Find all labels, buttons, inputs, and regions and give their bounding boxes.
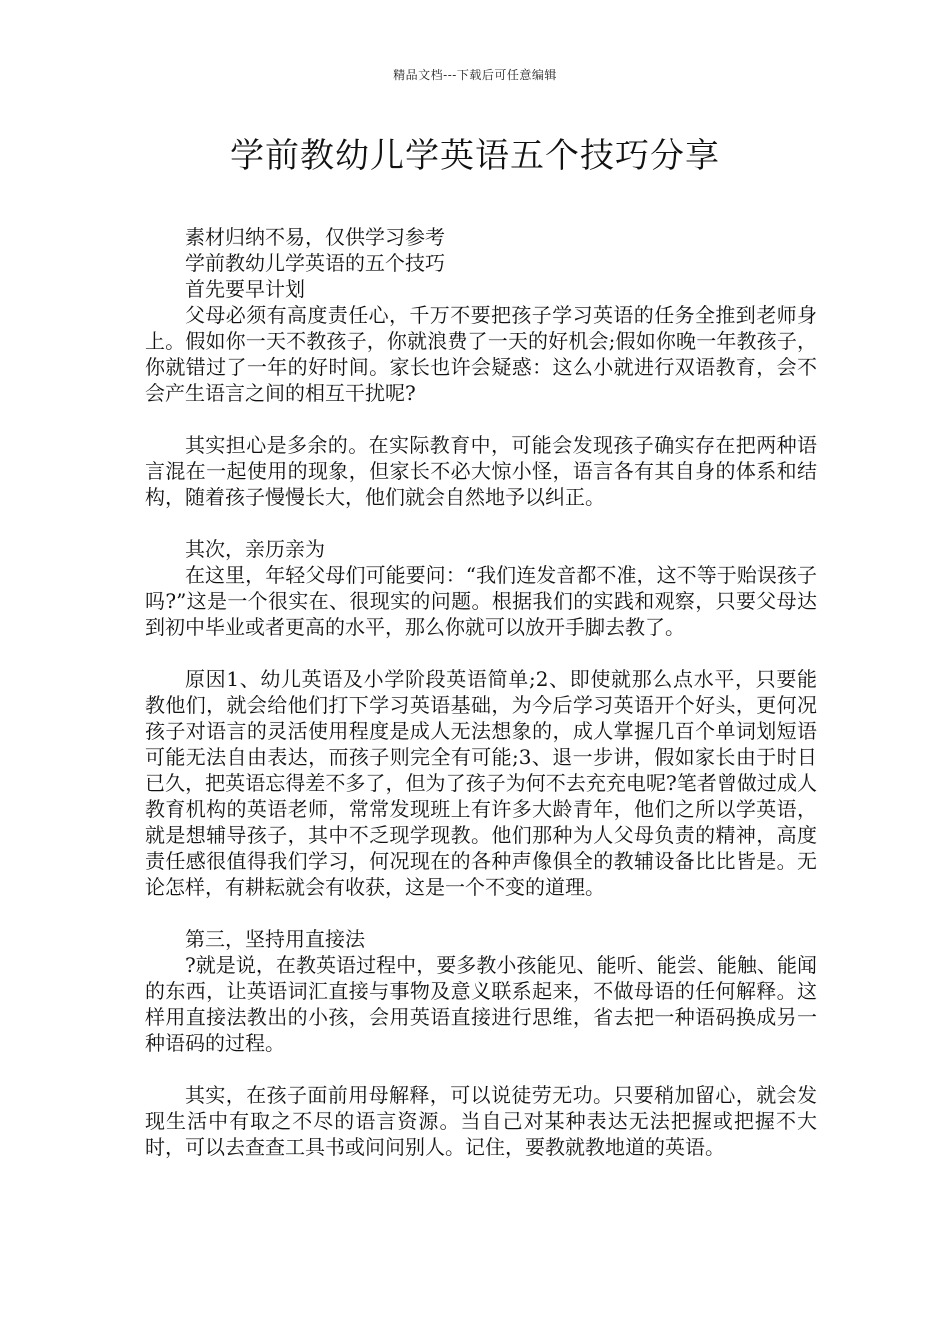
section-heading-first: 首先要早计划 <box>185 277 305 301</box>
paragraph-source-note: 素材归纳不易，仅供学习参考 <box>185 225 445 249</box>
paragraph-subtitle: 学前教幼儿学英语的五个技巧 <box>185 251 445 275</box>
paragraph: ?就是说，在教英语过程中，要多教小孩能见、能听、能尝、能触、能闻的东西，让英语词汇直接与事物及意义联系起来，不做母语的任何解释。这样用直接法教出的小孩，会用英语直接进行思维，省去把一种语码换成另一种语码的过程。 <box>145 953 817 1055</box>
paragraph: 父母必须有高度责任心，千万不要把孩子学习英语的任务全推到老师身上。假如你一天不教孩子，你就浪费了一天的好机会;假如你晚一年教孩子，你就错过了一年的好时间。家长也许会疑惑：这么小就进行双语教育，会不会产生语言之间的相互干扰呢? <box>145 303 817 405</box>
paragraph: 其实担心是多余的。在实际教育中，可能会发现孩子确实存在把两种语言混在一起使用的现象，但家长不必大惊小怪，语言各有其自身的体系和结构，随着孩子慢慢长大，他们就会自然地予以纠正。 <box>145 433 817 509</box>
paragraph: 原因1、幼儿英语及小学阶段英语简单;2、即使就那么点水平，只要能教他们，就会给他们打下学习英语基础，为今后学习英语开个好头，更何况孩子对语言的灵活使用程度是成人无法想象的，成人掌握几百个单词划短语可能无法自由表达，而孩子则完全有可能;3、退一步讲，假如家长由于时日已久，把英语忘得差不多了，但为了孩子为何不去充充电呢?笔者曾做过成人教育机构的英语老师，常常发现班上有许多大龄青年，他们之所以学英语，就是想辅导孩子，其中不乏现学现教。他们那种为人父母负责的精神，高度责任感很值得我们学习，何况现在的各种声像俱全的教辅设备比比皆是。无论怎样，有耕耘就会有收获，这是一个不变的道理。 <box>145 667 817 899</box>
paragraph: 其实，在孩子面前用母解释，可以说徒劳无功。只要稍加留心，就会发现生活中有取之不尽的语言资源。当自己对某种表达无法把握或把握不大时，可以去查查工具书或问问别人。记住，要教就教地道的英语。 <box>145 1083 817 1159</box>
section-heading-second: 其次，亲历亲为 <box>185 537 325 561</box>
document-title: 学前教幼儿学英语五个技巧分享 <box>230 136 720 176</box>
paragraph: 在这里，年轻父母们可能要问：“我们连发音都不准，这不等于贻误孩子吗?”这是一个很实在、很现实的问题。根据我们的实践和观察，只要父母达到初中毕业或者更高的水平，那么你就可以放开手脚去教了。 <box>145 563 817 639</box>
section-heading-third: 第三，坚持用直接法 <box>185 927 365 951</box>
header-note: 精品文档---下载后可任意编辑 <box>393 68 557 82</box>
document-body <box>145 224 817 1160</box>
